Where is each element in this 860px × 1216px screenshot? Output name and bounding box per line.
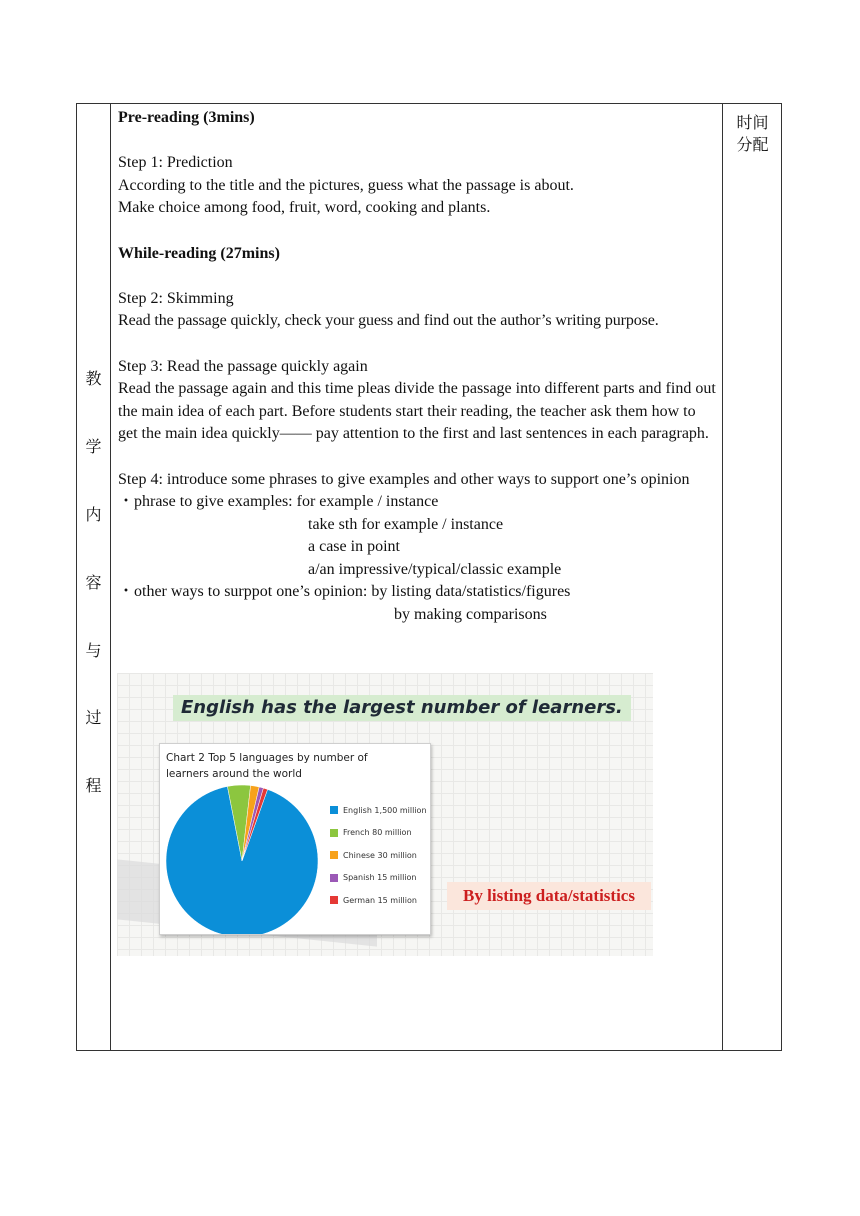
pie-chart-card [159,743,431,935]
legend-label: English 1,500 million [343,805,427,815]
step1-text: According to the title and the pictures, guess what the passage is about. [118,176,574,194]
time-allocation-label: 时间 分配 [736,113,769,154]
bullet-examples-sub: a/an impressive/typical/classic example [308,560,562,578]
section-label-char: 与 [85,641,102,660]
legend-swatch [330,874,338,882]
time-allocation-column [722,104,783,1050]
legend-item-chinese [330,844,427,867]
bullet-other-ways-sub: by making comparisons [394,606,547,624]
step1-text: Make choice among food, fruit, word, cooking and plants. [118,199,491,217]
lesson-plan-table [76,103,782,1051]
step3-text: Read the passage again and this time pleas divide the passage into different parts and find out the main idea of each part. Before students start their reading, the teacher ask them how to get the main idea quickly—— pay attention to the first and last sentences in each paragraph. [118,380,716,443]
lesson-content [118,107,718,627]
legend-label: French 80 million [343,828,412,838]
bullet-examples-sub: take sth for example / instance [308,515,504,533]
chart-legend [330,799,427,912]
section-label-char: 内 [85,505,102,524]
step4-title: Step 4: introduce some phrases to give examples and other ways to support one’s opinion [118,470,690,488]
section-label-char: 程 [85,776,102,795]
legend-swatch [330,806,338,814]
while-reading-heading: While-reading (27mins) [118,244,280,262]
column-divider-left [110,104,111,1050]
legend-label: Chinese 30 million [343,850,417,860]
legend-swatch [330,851,338,859]
chart-title: Chart 2 Top 5 languages by number of learners around the world [166,752,368,780]
callout-label: By listing data/statistics [447,882,651,910]
legend-label: Spanish 15 million [343,873,417,883]
section-label-char: 过 [85,708,102,727]
step2-title: Step 2: Skimming [118,289,234,307]
step1-title: Step 1: Prediction [118,154,233,172]
legend-item-german [330,889,427,912]
bullet-examples: ・phrase to give examples: for example / instance [118,493,439,511]
legend-item-french [330,822,427,845]
section-label-column [77,104,110,1050]
bullet-other-ways: ・other ways to surppot one’s opinion: by listing data/statistics/figures [118,583,571,601]
section-label-char: 学 [85,437,102,456]
pre-reading-heading: Pre-reading (3mins) [118,109,255,126]
slide-figure [117,673,653,956]
legend-swatch [330,829,338,837]
section-label-char: 容 [85,573,102,592]
legend-item-english [330,799,427,822]
figure-headline: English has the largest number of learners. [173,695,631,721]
legend-label: German 15 million [343,895,417,905]
legend-swatch [330,896,338,904]
bullet-examples-sub: a case in point [308,538,400,556]
section-label-char: 教 [85,369,102,388]
step3-title: Step 3: Read the passage quickly again [118,357,368,375]
step2-text: Read the passage quickly, check your guess and find out the author’s writing purpose. [118,312,659,330]
legend-item-spanish [330,867,427,890]
